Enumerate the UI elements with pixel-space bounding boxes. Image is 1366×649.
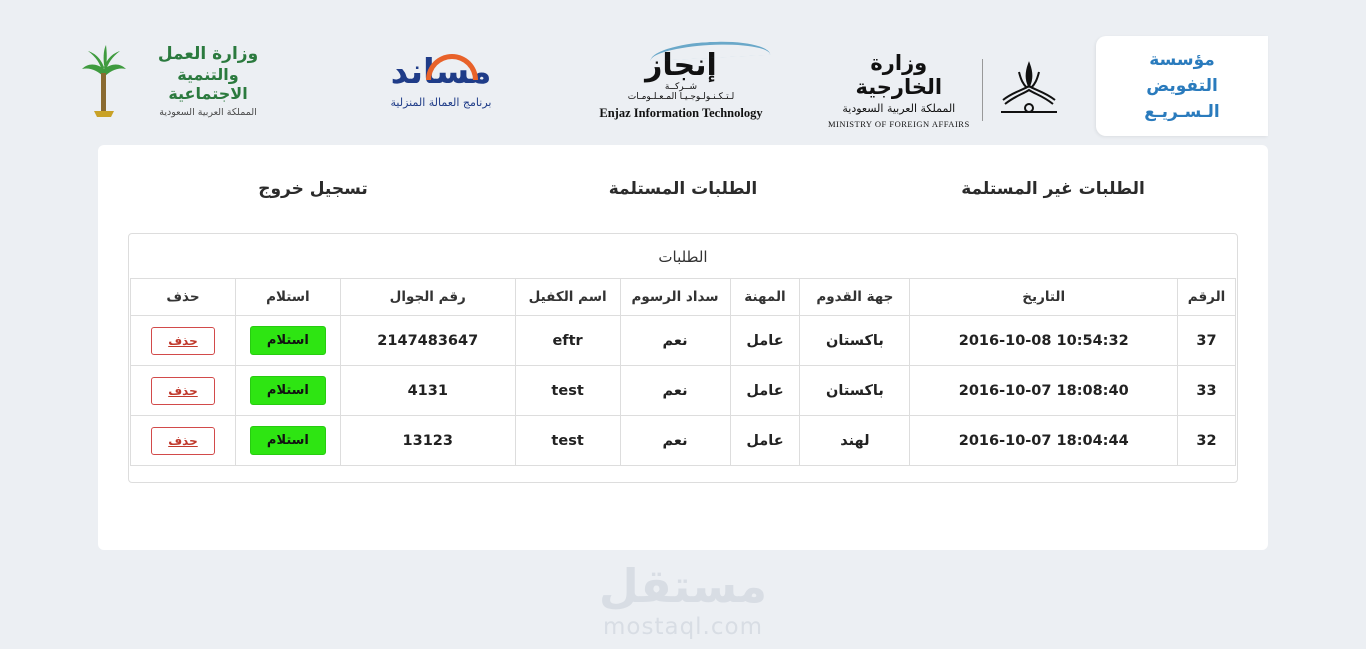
table-row bbox=[131, 316, 1236, 366]
col-number: الرقم bbox=[1178, 279, 1236, 316]
cell-origin: باكستان bbox=[800, 316, 910, 366]
cell-origin: باكستان bbox=[800, 366, 910, 416]
logo-musaned bbox=[346, 52, 536, 109]
mofa-subtitle: المملكة العربية السعودية bbox=[842, 102, 956, 115]
cell-profession: عامل bbox=[730, 366, 800, 416]
delete-button[interactable]: حذف bbox=[151, 327, 215, 355]
cell-date: 2016-10-07 18:08:40 bbox=[910, 366, 1178, 416]
orders-table bbox=[130, 278, 1236, 466]
brand-tab-line1: مؤسسة bbox=[1149, 50, 1215, 70]
col-fees: سداد الرسوم bbox=[620, 279, 730, 316]
nav-unreceived-orders[interactable]: الطلبات غير المستلمة bbox=[961, 179, 1145, 199]
mofa-text bbox=[826, 51, 972, 129]
enjaz-title-en: Enjaz Information Technology bbox=[599, 106, 763, 120]
table-row bbox=[131, 416, 1236, 466]
col-sponsor-name: اسم الكفيل bbox=[515, 279, 620, 316]
orders-panel-title: الطلبات bbox=[658, 248, 708, 266]
logo-ministry-labour bbox=[76, 44, 276, 118]
mol-line3: المملكة العربية السعودية bbox=[159, 107, 257, 118]
col-mobile: رقم الجوال bbox=[340, 279, 515, 316]
cell-fees: نعم bbox=[620, 316, 730, 366]
col-delete: حذف bbox=[131, 279, 236, 316]
nav-received-orders[interactable]: الطلبات المستلمة bbox=[608, 179, 758, 199]
logo-enjaz bbox=[586, 48, 776, 121]
brand-tab-line2: التفويض bbox=[1146, 76, 1218, 96]
musaned-subtitle: برنامج العمالة المنزلية bbox=[390, 96, 492, 109]
mol-text bbox=[140, 44, 276, 118]
cell-mobile: 4131 bbox=[340, 366, 515, 416]
cell-delete bbox=[131, 366, 236, 416]
receive-button[interactable]: استلام bbox=[250, 426, 326, 455]
logo-divider bbox=[982, 59, 983, 121]
cell-number: 32 bbox=[1178, 416, 1236, 466]
brand-tab-fast-authorization bbox=[1096, 36, 1268, 136]
cell-fees: نعم bbox=[620, 366, 730, 416]
nav-logout[interactable]: تسجيل خروج bbox=[258, 179, 368, 199]
watermark-english: mostaql.com bbox=[603, 614, 763, 640]
delete-button[interactable]: حذف bbox=[151, 427, 215, 455]
cell-sponsor-name: test bbox=[515, 366, 620, 416]
cell-origin: لهند bbox=[800, 416, 910, 466]
enjaz-sub-1: شــركــة bbox=[664, 82, 698, 92]
watermark-arabic: مستقل bbox=[598, 559, 768, 613]
mofa-title: وزارة الخارجية bbox=[855, 51, 943, 99]
palm-tree-icon bbox=[76, 45, 132, 117]
enjaz-title-ar: إنجاز bbox=[645, 48, 717, 83]
cell-sponsor-name: test bbox=[515, 416, 620, 466]
delete-button[interactable]: حذف bbox=[151, 377, 215, 405]
table-row bbox=[131, 366, 1236, 416]
watermark bbox=[0, 560, 1366, 640]
cell-receive bbox=[235, 416, 340, 466]
orders-panel bbox=[128, 233, 1238, 483]
mol-line2: والتنمية الاجتماعية bbox=[168, 65, 248, 103]
cell-number: 33 bbox=[1178, 366, 1236, 416]
mofa-english: MINISTRY OF FOREIGN AFFAIRS bbox=[827, 119, 970, 129]
logo-ministry-foreign-affairs bbox=[826, 45, 1066, 135]
cell-receive bbox=[235, 316, 340, 366]
top-nav bbox=[98, 145, 1268, 233]
cell-receive bbox=[235, 366, 340, 416]
receive-button[interactable]: استلام bbox=[250, 376, 326, 405]
cell-delete bbox=[131, 316, 236, 366]
cell-mobile: 13123 bbox=[340, 416, 515, 466]
cell-mobile: 2147483647 bbox=[340, 316, 515, 366]
cell-number: 37 bbox=[1178, 316, 1236, 366]
brand-tab-line3: الـسـريـع bbox=[1144, 102, 1220, 122]
col-date: التاريخ bbox=[910, 279, 1178, 316]
col-profession: المهنة bbox=[730, 279, 800, 316]
main-card bbox=[98, 145, 1268, 550]
saudi-emblem-icon bbox=[993, 55, 1066, 125]
cell-fees: نعم bbox=[620, 416, 730, 466]
cell-delete bbox=[131, 416, 236, 466]
cell-profession: عامل bbox=[730, 416, 800, 466]
enjaz-sub-2: لـتـكـنـولـوجـيـا المـعـلـومـات bbox=[627, 92, 735, 102]
receive-button[interactable]: استلام bbox=[250, 326, 326, 355]
site-header bbox=[0, 0, 1366, 145]
mol-line1: وزارة العمل bbox=[157, 44, 259, 64]
col-origin: جهة القدوم bbox=[800, 279, 910, 316]
cell-date: 2016-10-07 18:04:44 bbox=[910, 416, 1178, 466]
cell-sponsor-name: eftr bbox=[515, 316, 620, 366]
cell-date: 2016-10-08 10:54:32 bbox=[910, 316, 1178, 366]
cell-profession: عامل bbox=[730, 316, 800, 366]
musaned-title-ar: مساند bbox=[390, 52, 492, 92]
table-header-row bbox=[131, 279, 1236, 316]
col-receive: استلام bbox=[235, 279, 340, 316]
